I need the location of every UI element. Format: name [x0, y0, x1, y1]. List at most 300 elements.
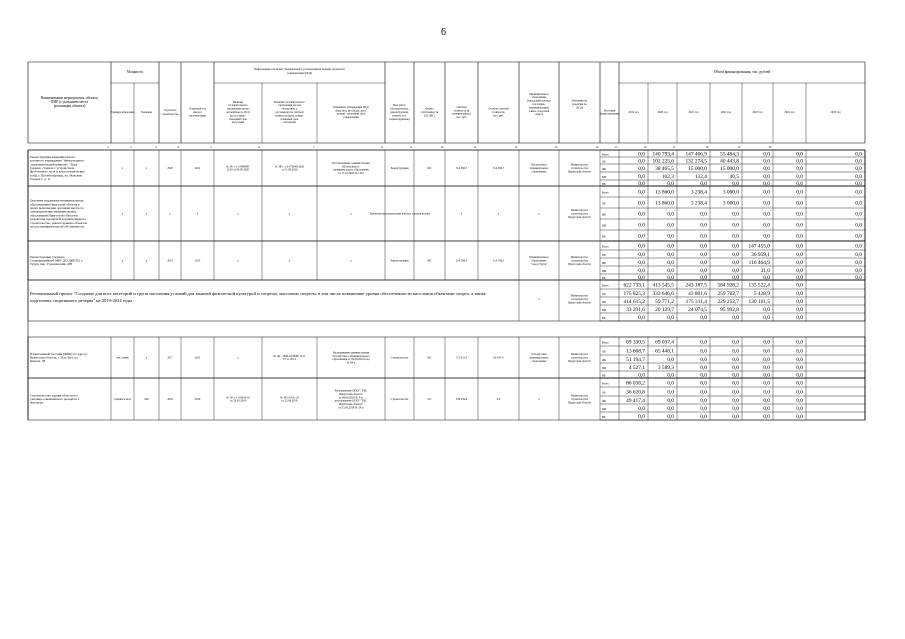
executor: Министерство: [570, 256, 589, 260]
year-end: 2023: [194, 259, 201, 263]
column-number: 10: [440, 146, 444, 149]
funding-value: 259 702,7: [717, 290, 739, 297]
municipality: х: [538, 398, 540, 401]
funding-value: 0,0: [796, 348, 803, 355]
header-executor: Исполнитель: [571, 99, 588, 103]
funding-value: 175 825,3: [623, 290, 645, 297]
source-label: МБ: [602, 407, 607, 411]
funding-value: 132,4: [694, 173, 707, 180]
funding-value: 65 448,1: [655, 348, 674, 355]
funding-value: 0,0: [700, 397, 707, 404]
header-work-type: реконструкция,: [390, 111, 409, 114]
executor: строительства: [571, 259, 588, 263]
column-number: 6: [258, 146, 260, 149]
funding-value: 147 406,9: [685, 151, 707, 158]
funding-value: 413 545,5: [652, 282, 674, 289]
column-number: 11: [473, 146, 477, 149]
funding-value: 0,0: [796, 413, 803, 420]
year-start: 2023: [167, 259, 173, 263]
estimate-cost: 210 506,3: [455, 259, 468, 263]
column-number: 8: [381, 146, 383, 149]
header-docs-a: получения: [231, 121, 245, 125]
funding-value: 0,0: [732, 372, 739, 379]
object-name: Иркутская область, г. Усть-Кут, ул.: [30, 355, 79, 360]
work-type: Строительство: [390, 398, 409, 401]
funding-value: 49 417,4: [626, 397, 645, 404]
funding-value: 0,0: [796, 364, 803, 371]
funding-value: 0,0: [855, 274, 862, 281]
year-start: х: [169, 212, 171, 216]
header-executor: ПСД): [576, 106, 583, 110]
source-label: Всего: [602, 153, 609, 157]
funding-value: 243 187,5: [685, 282, 707, 289]
source-label: ВБ: [602, 415, 606, 419]
funding-value: 140 793,4: [652, 151, 674, 158]
funding-value: 135 522,4: [748, 282, 770, 289]
funding-value: 0,0: [700, 243, 707, 250]
funding-value: 0,0: [667, 356, 674, 363]
doc-expertise: х: [237, 259, 239, 263]
ownership: х: [428, 212, 431, 216]
funding-value: 0,0: [732, 348, 739, 355]
funding-value: 0,0: [667, 259, 674, 266]
source-label: ФБ: [602, 300, 606, 304]
header-work-type: ремонт, тех.: [392, 114, 407, 118]
funding-value: 0,0: [638, 251, 645, 258]
funding-value: 0,0: [638, 165, 645, 172]
funding-value: 13 860,0: [655, 200, 674, 207]
funding-value: 0,0: [638, 222, 645, 229]
executor: Министерство: [570, 353, 589, 357]
funding-value: 130 101,5: [748, 298, 770, 305]
funding-value: 0,0: [667, 413, 674, 420]
work-type: Проектно-изыскательские работы, строительство: [370, 212, 429, 216]
funding-value: 0,0: [638, 180, 645, 187]
source-label: ФБ: [602, 167, 606, 171]
source-label: ОБ: [602, 350, 606, 354]
power-value: х: [145, 212, 148, 216]
object-name: Плавательный бассейн (ФОК) по адресу:: [30, 351, 88, 356]
funding-value: 0,0: [700, 380, 707, 387]
funding-value: 0,0: [732, 251, 739, 258]
funding-value: 0,0: [796, 274, 803, 281]
funding-value: 0,0: [763, 364, 770, 371]
header-remaining: тыс. руб.: [493, 114, 504, 118]
executor: Иркутской области: [568, 170, 591, 174]
funding-value: 0,0: [732, 243, 739, 250]
column-number: 9: [410, 146, 412, 149]
header-docs-b: достоверности сметной: [275, 111, 304, 114]
funding-value: 3 238,4: [690, 189, 707, 196]
funding-value: 0,0: [796, 339, 803, 346]
estimate-cost: 314 566,7: [455, 167, 468, 170]
power-unit: х: [121, 212, 124, 216]
funding-value: 0,0: [638, 372, 645, 379]
header-name: ПИР (с указанием места: [50, 100, 89, 104]
year-end: 2021: [194, 356, 201, 360]
funding-value: 43 801,6: [688, 290, 707, 297]
header-remaining: Остаток сметной: [488, 107, 509, 111]
funding-value: 0,0: [700, 211, 707, 218]
funding-value: 5 428,9: [753, 290, 770, 297]
funding-value: 0,0: [638, 274, 645, 281]
funding-value: 13 860,0: [655, 189, 674, 196]
source-label: Всего: [602, 382, 609, 386]
funding-value: 0,0: [763, 189, 770, 196]
object-name: разработке проектной документации на: [30, 217, 86, 222]
funding-value: 69 037,4: [655, 339, 674, 346]
funding-value: 102 225,6: [652, 158, 674, 165]
table-texts: [30, 68, 862, 420]
doc-approval: х: [350, 212, 352, 216]
header-source: финансирования: [599, 112, 620, 116]
funding-value: 0,0: [638, 267, 645, 274]
object-name: Горького, д. 11: [30, 177, 51, 182]
doc-approval: Иркутской области": [339, 392, 363, 396]
funding-value: 0,0: [763, 274, 770, 281]
funding-value: 0,0: [763, 158, 770, 165]
funding-value: 0,0: [855, 211, 862, 218]
header-docs-a: (дата, номер /: [229, 114, 247, 118]
municipality: "город Тулун": [530, 262, 548, 266]
column-number: 12: [514, 146, 518, 149]
object-name: строительство, реконструкцию объектов: [30, 220, 87, 225]
remaining-cost: 64 037,4: [493, 356, 504, 360]
doc-approval: Иркутской области": [339, 403, 363, 407]
funding-value: 0,0: [732, 397, 739, 404]
executor: Министерство: [570, 394, 589, 398]
executor: Иркутской области: [568, 215, 591, 219]
ownership: МС: [427, 167, 432, 170]
header-year: 2019 год: [628, 111, 639, 114]
funding-value: 0,0: [763, 180, 770, 187]
header-year: 2021 год: [688, 111, 699, 114]
funding-value: 0,0: [763, 380, 770, 387]
object-name: образований Иркутской области в: [30, 213, 78, 218]
funding-value: 0,0: [732, 180, 739, 187]
funding-value: 0,0: [638, 173, 645, 180]
header-docs: Информация о наличии утвержденной в установленном порядке проектной: [254, 68, 345, 72]
header-municipality: округ): [535, 113, 543, 117]
funding-value: 0,0: [855, 173, 862, 180]
funding-value: 4 527,1: [628, 364, 645, 371]
object-name: самоуправления муниципальных: [30, 209, 77, 214]
funding-value: 0,0: [855, 259, 862, 266]
source-label: ОБ: [602, 391, 606, 395]
funding-value: 0,0: [667, 211, 674, 218]
funding-value: 0,0: [667, 397, 674, 404]
header-docs-b: стоимости (дата, номер /: [274, 114, 305, 118]
source-label: ОБ: [602, 160, 606, 164]
executor: Министерство: [570, 163, 589, 167]
source-label: ВБ: [602, 374, 606, 378]
funding-value: 0,0: [796, 189, 803, 196]
funding-value: 0,0: [638, 259, 645, 266]
funding-value: 0,0: [732, 380, 739, 387]
funding-value: 0,0: [638, 243, 645, 250]
work-type: Реконструкция: [390, 167, 409, 170]
doc-approval: от 17.10.2020 № 1491: [338, 172, 364, 176]
object-name: Спортивныйклуб МБУ ДО ДЮСШ, г.: [30, 258, 84, 263]
header-work-type: Вид работ: [393, 104, 406, 108]
doc-estimate-check: х: [288, 259, 291, 263]
funding-value: 0,0: [855, 233, 862, 240]
column-number: 4: [177, 146, 179, 149]
work-type: Реконструкция: [390, 259, 409, 263]
remaining-cost: х: [497, 212, 500, 216]
funding-value: 0,0: [638, 211, 645, 218]
funding-value: 0,0: [796, 259, 803, 266]
funding-value: 147 455,0: [748, 243, 770, 250]
header-name: реализации объекта): [53, 104, 86, 109]
funding-value: 0,0: [732, 356, 739, 363]
funding-value: 0,0: [796, 314, 803, 321]
funding-value: 0,0: [732, 274, 739, 281]
funding-value: 102,3: [661, 173, 674, 180]
funding-value: 0,0: [763, 151, 770, 158]
funding-value: 0,0: [700, 259, 707, 266]
funding-value: 0,0: [700, 274, 707, 281]
header-municipality: район, городской: [528, 109, 550, 113]
column-number: 14: [595, 146, 599, 149]
funding-value: 0,0: [796, 282, 803, 289]
funding-value: 3 000,0: [722, 200, 739, 207]
funding-value: 0,0: [763, 339, 770, 346]
remaining-cost: 314 566,7: [492, 167, 505, 170]
header-docs-a: плановый срок: [229, 117, 247, 121]
funding-value: 0,0: [667, 222, 674, 229]
funding-value: 0,0: [796, 243, 803, 250]
estimate-cost: 173 912,5: [455, 356, 468, 360]
column-number: 3: [155, 146, 157, 149]
funding-value: 0,0: [796, 356, 803, 363]
header-municipality: (городской/сельское: [527, 99, 551, 103]
funding-value: 0,0: [732, 222, 739, 229]
funding-value: 38 465,5: [655, 165, 674, 172]
funding-value: 0,0: [732, 233, 739, 240]
funding-value: 0,0: [732, 389, 739, 396]
funding-value: 0,0: [763, 405, 770, 412]
executor: Иркутской области: [568, 262, 591, 266]
funding-value: 0,0: [796, 397, 803, 404]
funding-value: 20 129,7: [655, 306, 674, 313]
header-work-type: (строительство,: [390, 107, 409, 111]
municipality: образование: [531, 259, 547, 263]
source-label: ВБ: [602, 235, 606, 239]
funding-value: 0,0: [638, 151, 645, 158]
header-estimate: стоимость (в: [453, 109, 470, 113]
funding-value: 0,0: [732, 364, 739, 371]
funding-value: 0,0: [855, 151, 862, 158]
year-start: 2017: [167, 356, 173, 360]
executor: строительства: [571, 356, 588, 360]
header-municipality: Муниципальное: [529, 92, 549, 96]
source-label: МБ: [602, 308, 607, 312]
source-label: ВБ: [602, 316, 606, 320]
funding-value: 0,0: [667, 274, 674, 281]
municipality: х: [538, 212, 540, 216]
table-grid-lines: [28, 62, 865, 420]
funding-value: 59 771,2: [655, 298, 674, 305]
power-unit: х: [121, 167, 124, 170]
header-year: 2022 год: [720, 111, 732, 114]
funding-value: 0,0: [855, 189, 862, 196]
header-ownership: (ОС/МС): [424, 114, 435, 118]
object-name: Оказание поддержки муниципальным: [30, 198, 84, 203]
municipality: образование: [531, 170, 547, 174]
header-power-value: Значение: [141, 111, 152, 114]
funding-value: 0,0: [667, 372, 674, 379]
funding-value: 0,0: [796, 389, 803, 396]
funding-value: 3 238,4: [690, 200, 707, 207]
column-number: 1: [107, 146, 109, 149]
funding-value: 0,0: [667, 180, 674, 187]
funding-value: 0,0: [796, 405, 803, 412]
ownership: МС: [427, 356, 432, 360]
header-docs-b: Наличие положительного: [274, 100, 305, 104]
funding-value: 15 000,0: [688, 165, 707, 172]
column-number: 15: [614, 146, 618, 149]
funding-value: 0,0: [796, 290, 803, 297]
funding-value: 0,0: [763, 165, 770, 172]
funding-value: 0,0: [667, 243, 674, 250]
header-docs-a: экспертизы по ПСД: [226, 111, 250, 114]
funding-value: 0,0: [732, 339, 739, 346]
header-docs-c: (вид акта, кто издал, дата,: [335, 109, 367, 113]
header-docs-b: заключения органа: [278, 104, 301, 108]
year-start: 2020: [167, 167, 173, 170]
funding-value: 0,0: [638, 189, 645, 196]
executor: строительства: [571, 167, 588, 170]
funding-value: 0,0: [796, 306, 803, 313]
source-label: ОБ: [602, 202, 606, 206]
funding-value: 33 291,6: [626, 306, 645, 313]
header-docs-b: экспертизы о: [281, 107, 298, 111]
doc-approval: распоряжение ОГКУ "УКС: [334, 399, 368, 403]
funding-value: 69 330,5: [626, 339, 645, 346]
funding-value: 0,0: [796, 173, 803, 180]
funding-value: 0,0: [796, 267, 803, 274]
source-label: ОБ: [602, 253, 606, 257]
year-end: 2022: [194, 167, 201, 170]
header-docs-c: утверждения: [343, 116, 359, 120]
header-ownership: собственности: [420, 111, 439, 114]
funding-value: 0,0: [700, 372, 707, 379]
power-unit: чел./смену: [116, 356, 129, 360]
header-docs-a: положительного: [228, 104, 248, 108]
object-name: зон)), г. Шелехов(улица, ул. Максима: [30, 173, 83, 178]
object-name: Реконструкция муниципального: [30, 154, 76, 159]
funding-value: 24 074,5: [688, 306, 707, 313]
funding-value: 0,0: [763, 356, 770, 363]
doc-estimate-check: от 11.09.2020: [281, 168, 298, 172]
ownership: ОС: [427, 398, 432, 401]
source-label: ВБ: [602, 276, 606, 280]
funding-value: 0,0: [796, 222, 803, 229]
funding-value: 0,0: [732, 405, 739, 412]
year-end: 2019: [194, 398, 201, 401]
funding-value: 0,0: [700, 267, 707, 274]
funding-value: 0,0: [638, 413, 645, 420]
funding-value: 622 733,1: [623, 282, 645, 289]
funding-value: 0,0: [796, 211, 803, 218]
remaining-cost: 0,0: [496, 398, 501, 401]
funding-value: 0,0: [796, 251, 803, 258]
source-label: ВБ: [602, 182, 606, 186]
funding-value: 0,0: [763, 200, 770, 207]
power-value: х: [145, 259, 148, 263]
doc-expertise: № 38-1-1-3-040699-: [226, 165, 250, 169]
project-executor: Иркутской области: [568, 301, 591, 305]
page-number: 6: [441, 27, 446, 38]
header-municipality: образование: [531, 96, 547, 100]
funding-value: 0,0: [667, 251, 674, 258]
funding-value: 0,0: [796, 233, 803, 240]
funding-value: 15 000,0: [720, 165, 739, 172]
funding-value: 0,0: [796, 298, 803, 305]
funding-value: 0,0: [796, 200, 803, 207]
doc-expertise: 2020 от 09.09.2020: [226, 168, 250, 172]
funding-value: 0,0: [700, 180, 707, 187]
funding-value: 0,0: [855, 251, 862, 258]
header-year-end: Плановый год: [189, 107, 206, 111]
funding-value: 40 443,8: [720, 158, 739, 165]
year-end: х: [196, 212, 199, 216]
doc-approval: Распоряжение ОГКУ "УКС: [334, 389, 368, 393]
funding-value: 132 274,5: [685, 158, 707, 165]
funding-value: 0,0: [667, 405, 674, 412]
source-label: ФБ: [602, 399, 606, 403]
object-name: оздоровительный комплекс "Труд": [30, 162, 79, 167]
funding-value: 0,0: [667, 233, 674, 240]
header-docs: документации (ПСД): [286, 71, 313, 75]
column-number: 16: [643, 146, 647, 149]
project-mark: х: [538, 298, 540, 301]
funding-value: 0,0: [700, 222, 707, 229]
funding-value: 0,0: [667, 389, 674, 396]
funding-value: 0,0: [700, 233, 707, 240]
funding-value: 0,0: [732, 314, 739, 321]
funding-value: 0,0: [796, 158, 803, 165]
funding-value: 0,0: [855, 200, 862, 207]
doc-expertise: х: [237, 356, 239, 360]
executor: Иркутской области: [568, 359, 591, 363]
source-label: ФБ: [602, 261, 606, 265]
header-docs-b: получения: [283, 121, 296, 125]
funding-value: 414 615,2: [623, 298, 645, 305]
doc-expertise: х: [237, 212, 239, 216]
funding-value: 0,0: [763, 173, 770, 180]
project-executor: Министерство: [570, 294, 589, 298]
funding-value: 0,0: [700, 339, 707, 346]
doc-approval: образования от 02.08.2016 года: [332, 358, 370, 362]
column-number: 13: [554, 146, 558, 149]
doc-estimate-check: 07.11.2014: [283, 358, 296, 362]
doc-approval: от 25.06.2018 № 19-р: [338, 406, 364, 410]
header-source: Источник: [603, 109, 616, 113]
remaining-cost: 210 506,3: [492, 259, 505, 263]
header-ownership: Форма: [425, 107, 434, 111]
funding-value: 86 038,2: [626, 380, 645, 387]
funding-value: 0,0: [763, 348, 770, 355]
header-year: 2025 год: [830, 111, 841, 114]
doc-expertise: № 38-1-1-3-0043-18: [226, 396, 250, 400]
project-title: подготовка спортивного резерва" на 2019-2024 годы: [30, 298, 133, 303]
object-name: Ангарске: [30, 400, 44, 405]
funding-value: 0,0: [763, 389, 770, 396]
funding-value: 3 589,3: [657, 364, 674, 371]
source-label: ФБ: [602, 213, 606, 217]
